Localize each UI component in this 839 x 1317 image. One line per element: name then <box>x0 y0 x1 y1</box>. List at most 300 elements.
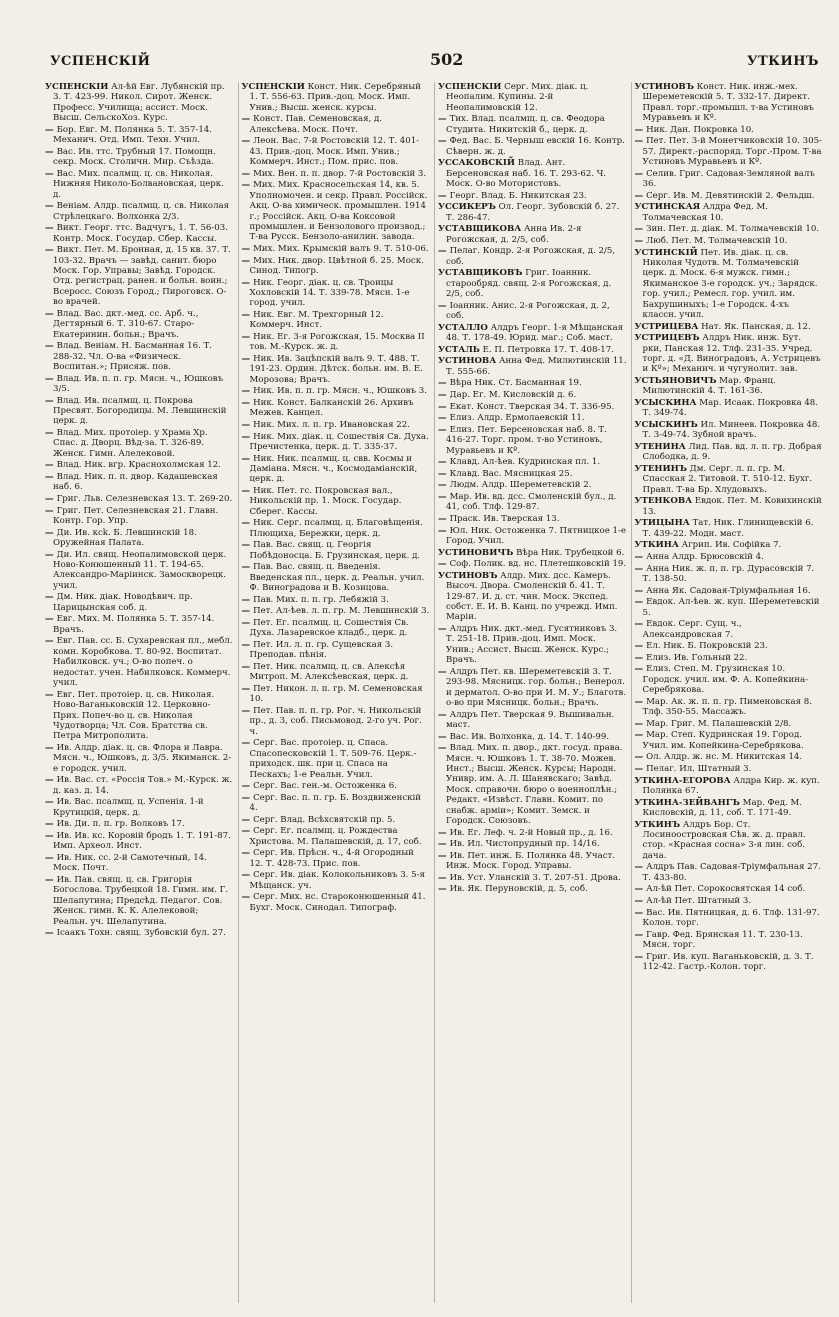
directory-entry <box>45 374 234 395</box>
directory-entry <box>635 420 824 441</box>
directory-entry <box>438 624 627 666</box>
entry-text: Серг. Ег. псалмщ. ц. Рождества Христова. М. Палашевскій, д. 17, соб. <box>249 826 422 847</box>
entry-text: Конст. Ник. Серебряный 1. Т. 556-63. Прив.-доц. Моск. Имп. Унив.; Высш. женск. курсы. <box>249 82 421 113</box>
entry-text: Соф. Полик. вд. нс. Плетешковскій 19. <box>449 559 627 570</box>
entry-text: Ив. Ив. кс. Коровій бродъ 1. Т. 191-87. Имп. Археол. Инст. <box>53 830 231 852</box>
directory-entry <box>242 486 431 517</box>
entry-text: Ив. Як. Перуновскій, д. 5, соб. <box>449 884 588 895</box>
entry-text: Зин. Пет. д. діак. М. Толмачевскій 10. <box>646 224 820 235</box>
entry-text: Ник. Георг. діак. ц. св. Троицы Хохловскій 14. Т. 339-78. Мясн. 1-е город. учил. <box>249 277 410 309</box>
entry-surname: УСПЕНСКІЙ <box>241 82 305 92</box>
entry-text: Ив. Ил. Чистопрудный пр. 14/16. <box>449 839 600 850</box>
directory-entry <box>635 564 824 585</box>
entry-text: Евг. Пет. протоіер. ц. св. Николая. Ново-Ваганьковскій 12. Церковно-Прих. Попеч-во ц. св. Николая Чудотворца; Чл. Сов. Братства св. Петра Митрополита. <box>53 689 215 742</box>
directory-entry <box>438 571 627 623</box>
entry-surname: УСТИНСКАЯ <box>634 202 701 213</box>
entry-text: Влад. Ник. п. п. двор. Кадашевская наб. 6. <box>53 472 218 493</box>
entry-text: Конст. Ник. инж.-мех. Шереметевскій 5. Т. 332-17. Директ. Правл. торг.-промышл. т-ва Устиновъ Муравьевъ и Кº. <box>642 82 814 124</box>
directory-entry <box>635 518 824 539</box>
directory-entry <box>635 191 824 201</box>
entry-surname: УСТИНОВИЧЪ <box>438 547 514 558</box>
entry-text: Викт. Пет. М. Бронная, д. 15 кв. 37. Т. 103-32. Врачъ — завѣд. санит. бюро Моск. Гор. Управы; Завѣд. Городск. Отд. регистрац. ранен. и больн. воин.; Всеросс. Союзъ Город.; Пироговск. О-во врачей. <box>53 245 231 308</box>
entry-text: Гавр. Фед. Брянская 11. Т. 230-13. Мясн. торг. <box>642 929 803 950</box>
entry-text: Дм. Серг. л. п. гр. М. Спасская 2. Титовой. Т. 510-12. Бухг. Правл. Т-ва Бр. Хлудовыхъ. <box>642 464 813 495</box>
entry-text: Вѣра Ник. Ст. Басманная 19. <box>449 378 582 389</box>
directory-entry <box>242 826 431 847</box>
directory-entry <box>635 202 824 223</box>
entry-text: Вас. Мих. псалмщ. ц. св. Николая. Нижняя Николо-Болвановская, церк. д. <box>53 168 224 200</box>
directory-entry <box>45 875 234 927</box>
entry-surname: УСТАВЩИКОВА <box>438 224 522 235</box>
directory-entry <box>45 169 234 200</box>
directory-entry <box>438 828 627 838</box>
directory-entry <box>635 496 824 517</box>
entry-text: Ди. Ил. свящ. Неопалимовской церк. Ново-Конюшенный 11. Т. 194-65. Александро-Маріинск. Замоскворецк. учил. <box>53 549 227 591</box>
directory-entry <box>635 376 824 397</box>
entry-surname: УТЕНКОВА <box>634 496 693 507</box>
directory-entry <box>635 653 824 663</box>
entry-text: Григ. Ив. куп. Ваганьковскій, д. 3. Т. 112-42. Гастр.-Колон. торг. <box>642 951 814 972</box>
directory-entry <box>45 147 234 168</box>
entry-text: Мар. Ак. ж. п. п. гр. Пименовская 8. Тлф. 350-55. Массажъ. <box>642 696 812 718</box>
entry-text: Ник. Ник. псалмщ. ц. свв. Космы и Даміана. Мясн. ч., Космодаміанскій, церк. д. <box>249 453 418 485</box>
entry-surname: УСТАВЩИКОВЪ <box>438 268 523 279</box>
directory-entry <box>438 851 627 872</box>
entry-text: Ил. Минеев. Покровка 48. Т. 3-49-74. Зубной врачъ. <box>642 420 821 441</box>
directory-entry <box>45 201 234 222</box>
directory-entry <box>438 548 627 558</box>
directory-entry <box>242 432 431 453</box>
directory-entry <box>242 606 431 616</box>
directory-entry <box>635 82 824 124</box>
directory-entry <box>242 332 431 353</box>
directory-entry <box>45 853 234 874</box>
entry-text: Серг. Влад. Всѣхсвятскій пр. 5. <box>253 814 396 825</box>
directory-entry <box>438 457 627 467</box>
entry-surname: УСТЬЯНОВИЧЪ <box>634 376 717 387</box>
entry-text: Ив. Ег. Леф. ч. 2-й Новый пр., д. 16. <box>449 827 613 838</box>
entry-text: Мих. Ник. двор. Цвѣтной б. 25. Моск. Синод. Типогр. <box>249 255 424 277</box>
directory-entry <box>635 552 824 562</box>
column-3 <box>434 82 627 1303</box>
entry-text: Ник. Мих. л. п. гр. Ивановская 22. <box>253 420 410 431</box>
entry-text: Дар. Ег. М. Кисловскій д. 6. <box>449 390 577 400</box>
entry-text: Серг. Вас. п. п. гр. Б. Воздвиженскій 4. <box>249 792 421 814</box>
entry-text: Алдръ Пет. кв. Шереметевскій 3. Т. 293-98. Мясницк. гор. больн.; Венерол. и дерматол. О-во при И. М. У.; Благотв. о-во при Мясницк. больн.; Врачъ. <box>446 666 627 708</box>
entry-text: Елиз. Ив. Гольный 22. <box>646 652 748 663</box>
entry-text: Анна Ник. ж. п. п. гр. Дурасовскій 7. Т. 138-50. <box>642 563 815 585</box>
entry-text: Ди. Ив. ксk. Б. Левшинскій 18. Оружейная Палата. <box>53 527 197 549</box>
entry-text: Агрип. Ив. Софійка 7. <box>681 540 782 551</box>
entry-text: Тих. Влад. псалмщ. ц. св. Феодора Студита. Никитскій б., церк. д. <box>446 114 605 135</box>
directory-entry <box>242 662 431 683</box>
directory-entry <box>635 862 824 883</box>
directory-entry <box>242 706 431 737</box>
directory-entry <box>242 870 431 891</box>
entry-text: Ник. Мих. діак. ц. Сошествія Св. Духа. Пречистенка, церк. д. Т. 335-37. <box>249 431 429 453</box>
directory-entry <box>635 776 824 797</box>
entry-text: Серг. Вас. ген.-м. Остоженка 6. <box>253 781 397 792</box>
directory-entry <box>438 202 627 223</box>
entry-text: Пет. Ег. псалмщ. ц. Сошествія Св. Духа. Лазаревское кладб., церк. д. <box>249 618 409 639</box>
directory-entry <box>438 732 627 742</box>
directory-entry <box>242 738 431 780</box>
entry-text: Пав. Вас. свящ. ц. Георгія Побѣдоносца. Б. Грузинская, церк. д. <box>249 540 421 561</box>
entry-text: Елиз. Пет. Берсеновская наб. 8. Т. 416-27. Торг. пром. т-во Устиновъ, Муравьевъ и Кº. <box>446 424 607 456</box>
running-header <box>50 50 819 76</box>
entry-text: Викт. Георг. ттс. Вадчугъ, 1. Т. 56-03. Контр. Моск. Государ. Сбер. Кассы. <box>53 223 228 244</box>
entry-text: Серг. Мих. діак. ц. Неопалим. Купины. 2-й Неопалимовскій 12. <box>446 82 589 113</box>
entry-text: Ал-ѣй Евг. Лубянскій пр. 3. Т. 423-99. Никол. Сирот. Женск. Професс. Училища; ассист. Моск. Высш. СельскоХоз. Курс. <box>53 82 225 124</box>
directory-entry <box>242 540 431 561</box>
directory-entry <box>45 223 234 244</box>
directory-entry <box>242 420 431 430</box>
entry-text: Бор. Евг. М. Полянка 5. Т. 357-14. Механич. Отд. Имп. Техн. Учил. <box>53 124 212 146</box>
column-1 <box>45 82 234 1303</box>
directory-entry <box>438 114 627 135</box>
entry-text: Ив. Пав. свящ. ц. св. Григорія Богослова. Трубецкой 18. Гимн. им. Г. Шелапутина; Предсѣд. Педагог. Сов. Женск. гимн. К. К. Алелековой; Реальн. уч. Шелапутина. <box>53 874 229 927</box>
entry-surname: УСТАЛЬ <box>438 344 480 355</box>
directory-entry <box>438 480 627 490</box>
entry-text: Праск. Ив. Тверская 13. <box>449 513 560 524</box>
directory-entry <box>45 819 234 829</box>
entry-text: Серг. Мих. нс. Староконюшенный 41. Бухг. Моск. Синодал. Типограф. <box>249 892 426 913</box>
header-left-keyword: УСПЕНСКІЙ <box>50 54 151 69</box>
directory-entry <box>635 619 824 640</box>
entry-text: Евдок. Пет. М. Ковихинскій 13. <box>642 496 822 517</box>
directory-entry <box>45 614 234 635</box>
directory-entry <box>438 224 627 245</box>
entry-text: Влад. Мих. протоіер. у Храма Хр. Спас. д. Дворц. Вѣд-за. Т. 326-89. Женск. Гимн. Алелековой. <box>53 428 208 459</box>
entry-text: Нат. Як. Панская, д. 12. <box>701 321 811 332</box>
entry-text: Вас. Ив. Волхонка, д. 14. Т. 140-99. <box>449 731 610 742</box>
entry-text: Елиз. Алдр. Ермолаевскій 11. <box>449 413 585 424</box>
entry-text: Григ. Іоанник. старообряд. свящ. 2-я Рогожская, д. 2/5, соб. <box>446 268 612 300</box>
entry-text: Ісаакъ Тохн. свящ. Зубовскій бул. 27. <box>56 928 226 939</box>
entry-text: Анна Алдр. Брюсовскій 4. <box>646 552 764 563</box>
directory-entry <box>45 775 234 796</box>
entry-text: Алдр. Мих. дсс. Камеръ. Высоч. Двора. Смоленскій б. 41. Т. 129-87. И. д. ст. чин. Моск. Экспед. собст. Е. И. В. Канц. по учрежд. Имп. Маріи. <box>446 570 618 623</box>
entry-text: Юл. Ник. Остоженка 7. Пятницкое 1-е Город. Учил. <box>446 525 626 546</box>
directory-entry <box>242 793 431 814</box>
entry-text: Ал-ѣй Пет. Штатный 3. <box>646 896 752 906</box>
directory-entry <box>45 125 234 146</box>
directory-entry <box>438 469 627 479</box>
entry-text: Ник. Евг. М. Трехгорный 12. Коммерч. Инст. <box>249 310 384 331</box>
entry-text: Ив. Алдр. діак. ц. св. Флора и Лавра. Мясн. ч., Юшковъ, д. 3/5. Якиманск. 2-е городск. учил. <box>53 742 232 774</box>
directory-entry <box>438 667 627 709</box>
entry-text: Ник. Дан. Покровка 10. <box>646 124 754 135</box>
entry-text: Ив. Уст. Уланскій 3. Т. 207-51. Дрова. <box>449 872 621 883</box>
entry-text: Алдръ Бор. Ст. Лосиноостровская Сѣв. ж. д. правл. стор. «Красная сосна» 3-я лин. соб. дача. <box>642 819 806 861</box>
directory-entry <box>45 636 234 688</box>
entry-text: Георг. Влад. Б. Никитская 23. <box>449 190 587 201</box>
entry-surname: УТКИНА <box>634 540 679 551</box>
entry-text: Алдръ Пав. Садовая-Тріумфальная 27. Т. 433-80. <box>642 862 821 883</box>
directory-entry <box>45 494 234 504</box>
directory-entry <box>438 268 627 299</box>
entry-text: Анна Фед. Милютинскій 11. Т. 555-66. <box>446 356 627 377</box>
entry-text: Евдок. Ал-ѣев. ж. куп. Шереметевскій 5. <box>642 597 820 618</box>
entry-text: Конст. Пав. Семеновская, д. Алексѣева. Моск. Почт. <box>249 114 382 135</box>
entry-text: Влад. Вас. дкт.-мед. сс. Арб. ч., Дегтярный 6. Т. 310-67. Старо-Екатеринин. больн.; Врачъ. <box>53 308 199 340</box>
directory-entry <box>438 246 627 267</box>
entry-text: Вас. Ив. ттс. Трубный 17. Помощн. секр. Моск. Столичн. Мир. Съѣзда. <box>53 146 216 168</box>
entry-text: Мар. Исаак. Покровка 48. Т. 349-74. <box>642 398 819 419</box>
entry-text: Влад. Ив. п. п. гр. Мясн. ч., Юшковъ 3/5. <box>53 373 224 395</box>
entry-text: Влад. Мих. п. двор., дкт. госуд. права. Мясн. ч. Юшковъ 1. Т. 38-70. Можев. Инст.; Высш. Женск. Курсы; Народн. Унивр. им. А. Л. Шанявскаго; Завѣд. Моск. справочн. бюро о военноплѣн.; Редакт. «Извѣст. Главн. Комит. по снабж. арміи»; Комит. Земск. и Городск. Союзовъ. <box>446 743 623 827</box>
directory-entry <box>242 398 431 419</box>
directory-entry <box>242 848 431 869</box>
directory-entry <box>242 310 431 331</box>
entry-text: Пет. Ил. л. п. гр. Сущевская 3. Преподав. пѣнія. <box>249 640 394 661</box>
entry-text: Ник. Ив. Зацѣпскій валъ 9. Т. 488. Т. 191-23. Ордин. Дѣтск. больн. им. В. Е. Морозова; Врачъ. <box>249 354 423 385</box>
entry-text: Ив. Ник. сс. 2-й Самотечный, 14. Моск. Почт. <box>53 852 207 874</box>
directory-entry <box>45 928 234 938</box>
entry-text: Ив. Пет. инж. Б. Полянка 48. Участ. Инж. Моск. Город. Управы. <box>446 850 616 872</box>
directory-entry <box>45 428 234 459</box>
entry-text: Людм. Алдр. Шереметевскій 2. <box>449 480 592 491</box>
directory-entry <box>438 884 627 894</box>
directory-entry <box>242 386 431 396</box>
directory-entry <box>635 719 824 729</box>
directory-entry <box>438 402 627 412</box>
entry-text: Алдръ Пет. Тверская 9. Вышивальн. маст. <box>446 709 615 730</box>
directory-entry <box>635 224 824 234</box>
directory-entry <box>45 82 234 124</box>
directory-entry <box>242 892 431 913</box>
entry-text: Люб. Пет. М. Толмачевскій 10. <box>646 236 788 246</box>
entry-surname: УСТРИЦЕВЪ <box>634 333 700 344</box>
entry-text: Ив. Вас. псалмщ. ц. Успенія. 1-й Крутицкій, церк. д. <box>53 797 204 818</box>
entry-surname: УТКИНЪ <box>634 819 681 830</box>
header-right-keyword: УТКИНЪ <box>746 54 819 69</box>
directory-entry <box>635 930 824 951</box>
entry-surname: УТИЦЫНА <box>634 518 690 529</box>
entry-text: Елиз. Степ. М. Грузинская 10. Городск. учил. им. Ф. А. Копейкина-Серебрякова. <box>642 664 809 696</box>
entry-surname: УСТАЛЛО <box>438 322 488 333</box>
entry-text: Евг. Пав. сс. Б. Сухаревская пл., мебл. комн. Коробкова. Т. 80-92. Воспитат. Набилковск. уч.; О-во попеч. о недостат. учен. Набилковск. Коммерч. учил. <box>53 636 233 689</box>
directory-entry <box>635 641 824 651</box>
directory-entry <box>242 169 431 179</box>
entry-text: Лид. Пав. вд. л. п. гр. Добрая Слободка, д. 9. <box>642 442 822 463</box>
entry-text: Ол. Георг. Зубовскій б. 27. Т. 286-47. <box>446 202 620 223</box>
directory-entry <box>438 356 627 377</box>
entry-text: Іоанник. Анис. 2-я Рогожская, д. 2, соб. <box>446 300 610 322</box>
directory-entry <box>242 684 431 705</box>
entry-surname: УСТИНОВЪ <box>634 82 694 92</box>
entry-text: Ник. Пет. гс. Покровская вал., Никольскій пр. 1. Моск. Государ. Сберег. Кассы. <box>249 486 402 517</box>
directory-entry <box>242 354 431 385</box>
directory-entry <box>635 540 824 550</box>
directory-entry <box>242 136 431 167</box>
directory-entry <box>635 697 824 718</box>
entry-surname: УТКИНА-ЕГОРОВА <box>634 775 731 786</box>
directory-entry <box>45 506 234 527</box>
entry-text: Ел. Ник. Б. Покровскій 23. <box>646 641 768 652</box>
entry-surname: УСТИНСКІЙ <box>634 247 698 258</box>
directory-entry <box>45 797 234 818</box>
entry-text: Мар. Степ. Кудринская 19. Город. Учил. им. Копейкина-Серебрякова. <box>642 730 804 751</box>
entry-text: Вас. Ив. Пятницкая, д. 6. Тлф. 131-97. Колон. торг. <box>642 907 820 928</box>
entry-text: Анна Ив. 2-я Рогожская, д. 2/5, соб. <box>446 224 582 245</box>
directory-entry <box>242 278 431 309</box>
directory-entry <box>635 136 824 167</box>
entry-surname: УТЕНИНА <box>634 442 686 453</box>
entry-text: Пет. Ал-ѣев. л. п. гр. М. Левшинскій 3. <box>253 606 430 617</box>
entry-text: Мар. Франц. Милютинскій 4. Т. 161-36. <box>642 376 776 397</box>
directory-entry <box>438 323 627 344</box>
directory-entry <box>242 781 431 791</box>
directory-entry <box>242 640 431 661</box>
entry-text: Пелаг. Ил. Штатный 3. <box>646 764 752 774</box>
entry-text: Анна Як. Садовая-Тріумфальная 16. <box>646 585 811 596</box>
entry-surname: УСТРИЦЕВА <box>634 321 699 332</box>
directory-entry <box>635 398 824 419</box>
entry-text: Тат. Ник. Глинищевскій 6. Т. 439-22. Модн. маст. <box>642 518 814 539</box>
directory-entry <box>242 180 431 242</box>
entry-text: Пет. Пав. п. п. гр. Рог. ч. Никольскій пр., д. 3, соб. Письмовод. 2-го уч. Рог. ч. <box>249 706 422 737</box>
directory-entry <box>635 908 824 929</box>
entry-text: Пелаг. Кондр. 2-я Рогожская, д. 2/5, соб. <box>446 246 616 267</box>
entry-text: Мих. Мих. Красносельская 14, кв. 5. Уполномочен. и секр. Правл. Россійск. Акц. О-ва химическ. промышлен. 1914 г.; Россійск. Акц. О-ва Коксовой промышлен. и Бензолового производ.; Т-ва Русск. Бензоло-анилин. завода. <box>249 180 428 243</box>
entry-text: Серг. Ив. діак. Колокольниковъ 3. 5-я Мѣщанск. уч. <box>249 870 425 891</box>
entry-text: Евг. Мих. М. Полянка 5. Т. 357-14. Врачъ. <box>53 614 215 635</box>
entry-text: Пет. Пет. 3-й Монетчиковскій 10. 305-57. Директ.-распоряд. Торг.-Пром. Т-ва Устиновъ Муравьевъ и Кº. <box>642 136 822 168</box>
directory-entry <box>635 169 824 190</box>
directory-entry <box>438 425 627 456</box>
directory-entry <box>635 322 824 332</box>
directory-entry <box>635 464 824 495</box>
entry-text: Григ. Льв. Селезневская 13. Т. 269-20. <box>56 494 233 505</box>
entry-text: Пав. Вас. свящ. ц. Введенія. Введенская пл., церк. д. Реальн. учил. Ф. Виноградова и В. Козицова. <box>249 562 425 594</box>
directory-entry <box>635 248 824 321</box>
directory-entry <box>635 730 824 751</box>
entry-text: Алдра Фед. М. Толмачевская 10. <box>642 202 769 223</box>
directory-entry <box>438 136 627 157</box>
directory-entry <box>438 559 627 569</box>
directory-entry <box>438 413 627 423</box>
directory-entry <box>45 550 234 592</box>
directory-entry <box>438 345 627 355</box>
entry-text: Пет. Никон. л. п. гр. М. Семеновская 10. <box>249 684 423 705</box>
entry-text: Серг. Ив. Прѣсн. ч., 4-й Огородный 12. Т. 428-73. Прис. пов. <box>249 848 414 869</box>
entry-text: Мар. Ив. вд. дсс. Смоленскій бул., д. 41, соб. Тлф. 129-87. <box>446 491 617 513</box>
entry-text: Пет. Ник. псалмщ. ц. св. Алексѣя Митроп. М. Алексѣевская, церк. д. <box>249 662 409 683</box>
directory-entry <box>635 952 824 973</box>
directory-entry <box>635 820 824 862</box>
entry-text: Влад. Ив. псалмщ. ц. Покрова Пресвят. Богородицы. М. Левшинскій церк. д. <box>53 395 227 427</box>
directory-entry <box>45 472 234 493</box>
directory-entry <box>45 245 234 307</box>
directory-entry <box>45 592 234 613</box>
directory-entry <box>438 526 627 547</box>
directory-entry <box>45 341 234 372</box>
directory-entry <box>45 528 234 549</box>
directory-entry <box>438 301 627 322</box>
entry-text: Алдра Кир. ж. куп. Полянка 67. <box>642 775 820 796</box>
entry-surname: УСЫСКИНА <box>634 398 697 409</box>
entry-surname: УТЕНИНЪ <box>634 464 687 475</box>
directory-entry <box>635 236 824 246</box>
directory-entry <box>635 125 824 135</box>
entry-text: Ник. Ив. п. п. гр. Мясн. ч., Юшковъ 3. <box>253 386 427 397</box>
directory-entry <box>242 618 431 639</box>
entry-text: Ив. Вас. ст. «Россія Тов.» М.-Курск. ж. д. каз. д. 14. <box>53 775 233 796</box>
directory-entry <box>438 378 627 388</box>
entry-text: Мих. Вен. п. п. двор. 7-й Ростовскій 3. <box>253 168 427 179</box>
directory-entry <box>242 244 431 254</box>
entry-text: Ал-ѣй Пет. Сорокосвятская 14 соб. <box>646 884 806 895</box>
directory-entry <box>438 390 627 400</box>
directory-entry <box>635 333 824 375</box>
column-2 <box>238 82 431 1303</box>
directory-entry <box>635 896 824 906</box>
entry-text: Клавд. Вас. Мясницкая 25. <box>449 468 573 479</box>
entry-surname: УСТИНОВА <box>438 356 497 367</box>
entry-text: Клавд. Ал-ѣев. Кудринская пл. 1. <box>449 457 601 468</box>
entry-text: Алдръ Георг. 1-я Мѣщанская 48. Т. 178-49. Юрид. маг.; Соб. маст. <box>446 322 624 344</box>
directory-entry <box>438 514 627 524</box>
entry-text: Ник. Серг. псалмщ. ц. Благовѣщенія. Плющиха, Бережки, церк. д. <box>249 518 423 539</box>
entry-text: Вѣра Ник. Трубецкой 6. <box>516 547 625 558</box>
entry-surname: УССИКЕРЪ <box>438 202 496 213</box>
entry-text: Ник. Ег. 3-я Рогожская, 15. Москва II тов. М.-Курск. ж. д. <box>249 332 425 353</box>
directory-entry <box>242 114 431 135</box>
entry-text: Григ. Пет. Селезневская 21. Главн. Контр. Гор. Упр. <box>53 505 219 527</box>
entry-text: Влад. Ант. Берсеновская наб. 16. Т. 293-62. Ч. Моск. О-во Мотористовъ. <box>446 158 607 190</box>
directory-entry <box>242 595 431 605</box>
entry-text: Ол. Алдр. ж. нс. М. Никитская 14. <box>646 752 803 763</box>
directory-entry <box>242 82 431 113</box>
entry-text: Фед. Вас. Б. Черныш евскій 16. Контр. Сѣверн. ж. д. <box>446 136 625 157</box>
entry-surname: УСЫСКИНЪ <box>634 420 698 431</box>
entry-text: Мих. Мих. Крымскій валъ 9. Т. 510-06. <box>253 244 429 255</box>
entry-text: Серг. Вас. протоіер. ц. Спаса. Спасопесковскій 1. Т. 509-76. Церк.-приходск. шк. при ц. Спаса на Пескахъ; 1-е Реальн. Учил. <box>249 738 417 780</box>
directory-entry <box>438 82 627 113</box>
entry-text: Леон. Вас. 7-й Ростовскій 12. Т. 401-43. Прив.-доц. Моск. Имп. Унив.; Коммерч. Инст.; Пом. прис. пов. <box>249 136 420 168</box>
entry-text: Екат. Конст. Тверская 34. Т. 336-95. <box>449 401 615 412</box>
directory-entry <box>438 743 627 826</box>
directory-entry <box>635 664 824 695</box>
directory-entry <box>45 831 234 852</box>
directory-entry <box>635 752 824 762</box>
entry-surname: УТКИНА-ЗЕЙВАНГЪ <box>634 797 740 808</box>
directory-entry <box>242 256 431 277</box>
column-4 <box>631 82 824 1303</box>
directory-entry <box>242 815 431 825</box>
directory-entry <box>242 518 431 539</box>
entry-text: Е. П. Петровка 17. Т. 408-17. <box>482 344 614 355</box>
entry-text: Мар. Григ. М. Палашевскій 2/8. <box>646 718 792 729</box>
directory-entry <box>438 873 627 883</box>
entry-text: Дм. Ник. діак. Новодѣвич. пр. Царицынская соб. д. <box>53 592 193 613</box>
directory-entry <box>635 764 824 774</box>
entry-text: Евдок. Серг. Сущ. ч., Александровская 7. <box>642 619 742 640</box>
directory-entry <box>242 454 431 485</box>
entry-text: Серг. Ив. М. Девятинскій 2. Фельдш. <box>646 190 815 201</box>
entry-surname: УСПЕНСКІЙ <box>45 82 109 92</box>
directory-columns <box>45 82 823 1303</box>
entry-text: Пав. Мих. п. п. гр. Лебяжій 3. <box>253 594 389 605</box>
entry-text: Ник. Конст. Балканскій 26. Архивъ Межев. Канцел. <box>249 398 414 419</box>
directory-entry <box>45 309 234 340</box>
directory-entry <box>635 884 824 894</box>
entry-surname: УСПЕНСКІЙ <box>438 82 502 92</box>
directory-entry <box>438 191 627 201</box>
entry-surname: УСТИНОВЪ <box>438 570 498 581</box>
entry-text: Влад. Ник. вгр. Краснохолмская 12. <box>56 460 221 471</box>
